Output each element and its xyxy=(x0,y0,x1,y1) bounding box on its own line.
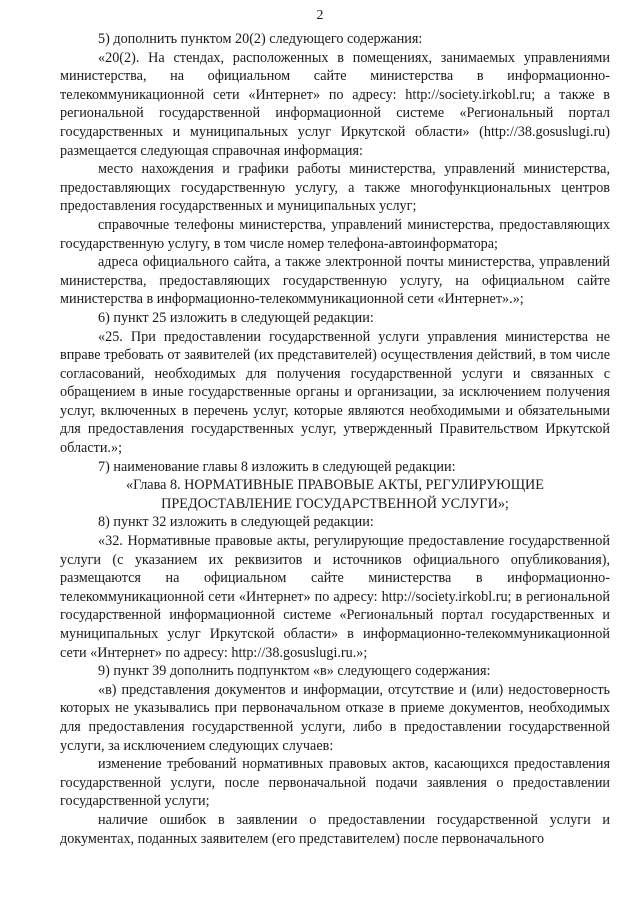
info-item-location: место нахождения и графики работы министерства, управлений министерства, предоставляющих государственную услугу, а также многофункциональных центров предоставления государственных и муниципальных услуг; xyxy=(60,161,610,215)
amendment-8-intro: 8) пункт 32 изложить в следующей редакции: xyxy=(98,514,374,531)
amendment-6-intro: 6) пункт 25 изложить в следующей редакции: xyxy=(98,309,374,326)
info-item-addresses: адреса официального сайта, а также электронной почты министерства, управлений министерства, предоставляющих государственную услугу, на официальном сайте министерства в информационно-телекоммуникационной сети «Интернет».»; xyxy=(60,254,610,308)
paragraph-32: «32. Нормативные правовые акты, регулирующие предоставление государственной услуги (с указанием их реквизитов и источников официального опубликования), размещаются на официальном сайте министерства в информационно-телекоммуникационной сети «Интернет» по адресу: http://society.irkobl.ru; в региональной государственной информационной системе «Региональный портал государственных и муниципальных услуг Иркутской области» в информационно-телекоммуникационной сети «Интернет» по адресу: http://38.gosuslugi.ru.»; xyxy=(60,533,610,661)
subparagraph-v: «в) представления документов и информации, отсутствие и (или) недостоверность которых не указывались при первоначальном отказе в приеме документов, необходимых для предоставления государственной услуги, либо в предоставлении государственной услуги, за исключением следующих случаев: xyxy=(60,681,610,754)
paragraph-25: «25. При предоставлении государственной услуги управления министерства не вправе требовать от заявителей (их представителей) осуществления действий, в том числе согласований, необходимых для получения государственной услуги и связанных с обращением в иные государственные органы и организации, за исключением получения услуг, включенных в перечень услуг, которые являются необходимыми и обязательными для предоставления государственных услуг, утвержденный Правительством Иркутской области.»; xyxy=(60,328,610,457)
paragraph-20-2: «20(2). На стендах, расположенных в помещениях, занимаемых управлениями министерства, на официальном сайте министерства в информационно-телекоммуникационной сети «Интернет» по адресу: http://society.irkobl.ru; а также в региональной государственной информационной системе «Региональный портал государственных и муниципальных услуг Иркутской области» (http://38.gosuslugi.ru) размещается следующая справочная информация: xyxy=(60,49,610,159)
page-number: 2 xyxy=(316,8,324,23)
exception-case-errors: наличие ошибок в заявлении о предоставлении государственной услуги и документах, поданных заявителем (его представителем) после первоначального xyxy=(60,811,610,847)
amendment-7-intro: 7) наименование главы 8 изложить в следующей редакции: xyxy=(98,458,456,475)
chapter-8-title: «Глава 8. НОРМАТИВНЫЕ ПРАВОВЫЕ АКТЫ, РЕГУЛИРУЮЩИЕ ПРЕДОСТАВЛЕНИЕ ГОСУДАРСТВЕННОЙ УСЛУГИ»; xyxy=(126,477,544,512)
amendment-5-intro: 5) дополнить пунктом 20(2) следующего содержания: xyxy=(98,31,423,47)
exception-case-requirements-change: изменение требований нормативных правовых актов, касающихся предоставления государственной услуги, после первоначальной подачи заявления о предоставлении государственной услуги; xyxy=(60,756,610,810)
amendment-9-intro: 9) пункт 39 дополнить подпунктом «в» следующего содержания: xyxy=(98,663,491,680)
document-body xyxy=(60,30,610,848)
info-item-phones: справочные телефоны министерства, управлений министерства, предоставляющих государственную услугу, в том числе номер телефона-автоинформатора; xyxy=(60,216,610,252)
